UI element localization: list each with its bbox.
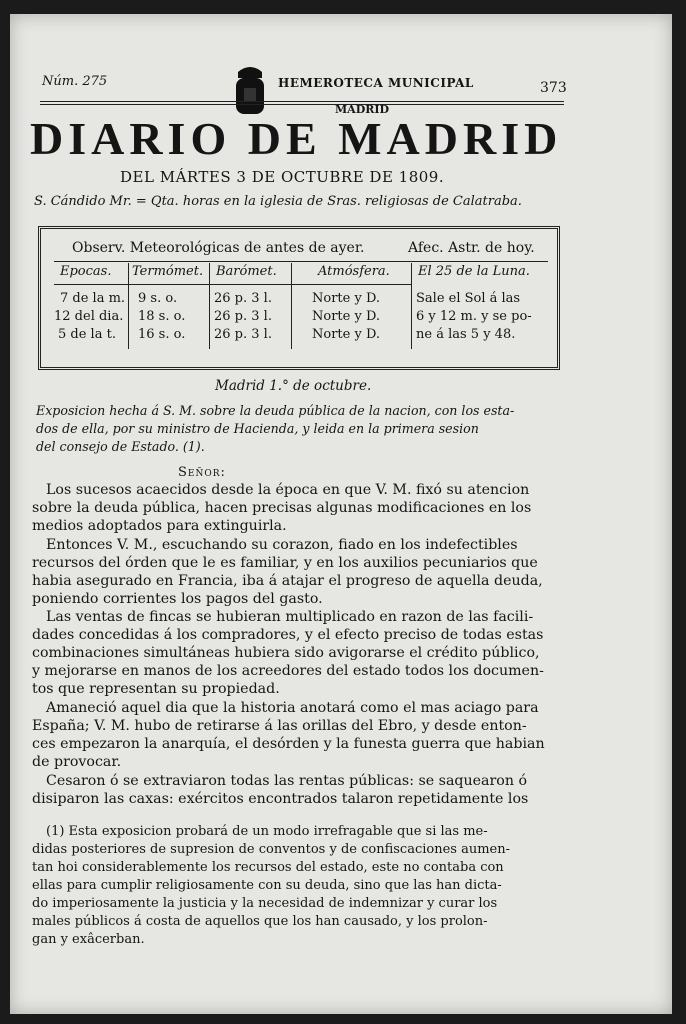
col-header-barometro: Barómet. — [216, 264, 277, 279]
footnote-line: ellas para cumplir religiosamente con su deuda, sino que las han dicta- — [32, 878, 502, 893]
body-line: Entonces V. M., escuchando su corazon, fiado en los indefectibles — [46, 537, 518, 553]
footnote-line: do imperiosamente la justicia y la necesidad de indemnizar y curar los — [32, 896, 498, 911]
col-header-luna: El 25 de la Luna. — [418, 264, 530, 279]
header-rule — [40, 104, 564, 105]
row-atmosfera: Norte y D. — [312, 309, 381, 324]
footnote-line: didas posteriores de supresion de conventos y de confiscaciones aumen- — [32, 842, 510, 857]
row-atmosfera: Norte y D. — [312, 291, 381, 306]
footnote-line: gan y exâcerban. — [32, 932, 145, 947]
body-line: de provocar. — [32, 754, 122, 770]
table-rule — [54, 261, 548, 262]
row-epoca: 7 de la m. — [60, 291, 126, 306]
article-title-line: Exposicion hecha á S. M. sobre la deuda pública de la nacion, con los esta- — [36, 403, 515, 418]
footnote-line: males públicos á costa de aquellos que los han causado, y los prolon- — [32, 914, 488, 929]
astro-line: ne á las 5 y 48. — [416, 327, 516, 342]
table-rule — [54, 284, 411, 285]
dateline: Madrid 1.° de octubre. — [215, 378, 372, 394]
body-line: ces empezaron la anarquía, el desórden y la funesta guerra que habian — [32, 736, 545, 752]
body-line: disiparon las caxas: exércitos encontrados talaron repetidamente los — [32, 791, 529, 807]
body-line: Las ventas de fincas se hubieran multiplicado en razon de las facili- — [46, 609, 534, 625]
footnote-line: tan hoi considerablemente los recursos del estado, este no contaba con — [32, 860, 504, 875]
body-line: habia asegurado en Francia, iba á atajar el progreso de aquella deuda, — [32, 573, 543, 589]
article-title-line: dos de ella, por su ministro de Hacienda, y leida en la primera sesion — [36, 421, 479, 436]
body-line: Cesaron ó se extraviaron todas las rentas públicas: se saquearon ó — [46, 773, 528, 789]
row-termometro: 9 s. o. — [138, 291, 178, 306]
row-termometro: 18 s. o. — [138, 309, 186, 324]
col-header-epocas: Epocas. — [60, 264, 112, 279]
col-header-atmosfera: Atmósfera. — [318, 264, 390, 279]
col-header-termometro: Termómet. — [132, 264, 204, 279]
astro-title: Afec. Astr. de hoy. — [408, 240, 535, 256]
issue-number: Núm. 275 — [42, 74, 108, 89]
stamp-text: HEMEROTECA MUNICIPAL — [278, 76, 474, 90]
row-atmosfera: Norte y D. — [312, 327, 381, 342]
masthead-title: DIARIO DE MADRID — [30, 113, 563, 164]
row-barometro: 26 p. 3 l. — [214, 309, 272, 324]
astro-line: 6 y 12 m. y se po- — [416, 309, 532, 324]
body-line: y mejorarse en manos de los acreedores del estado todos los documen- — [32, 663, 544, 679]
row-epoca: 5 de la t. — [58, 327, 116, 342]
body-line: combinaciones simultáneas hubiera sido avigorarse el crédito público, — [32, 645, 540, 661]
page-number: 373 — [540, 80, 567, 96]
body-line: dades concedidas á los compradores, y el efecto preciso de todas estas — [32, 627, 544, 643]
row-barometro: 26 p. 3 l. — [214, 291, 272, 306]
body-line: tos que representan su propiedad. — [32, 681, 280, 697]
body-line: Los sucesos acaecidos desde la época en que V. M. fixó su atencion — [46, 482, 530, 498]
issue-date: DEL MÁRTES 3 DE OCTUBRE DE 1809. — [120, 168, 445, 186]
article-title-line: del consejo de Estado. (1). — [36, 439, 205, 454]
row-epoca: 12 del dia. — [54, 309, 124, 324]
body-line: poniendo corrientes los pagos del gasto. — [32, 591, 323, 607]
body-line: recursos del órden que le es familiar, y en los auxilios pecuniarios que — [32, 555, 538, 571]
astro-line: Sale el Sol á las — [416, 291, 521, 306]
saint-of-day: S. Cándido Mr. = Qta. horas en la iglesia de Sras. religiosas de Calatraba. — [34, 194, 522, 209]
body-line: Amaneció aquel dia que la historia anotará como el mas aciago para — [46, 700, 539, 716]
col-divider — [209, 263, 210, 349]
body-line: España; V. M. hubo de retirarse á las orillas del Ebro, y desde enton- — [32, 718, 527, 734]
salutation: Señor: — [178, 465, 226, 480]
col-divider — [291, 263, 292, 349]
stamp-text-city: MADRID — [335, 103, 390, 116]
footnote-line: (1) Esta exposicion probará de un modo irrefragable que si las me- — [46, 824, 488, 839]
body-line: medios adoptados para extinguirla. — [32, 518, 287, 534]
body-line: sobre la deuda pública, hacen precisas algunas modificaciones en los — [32, 500, 532, 516]
meteo-title: Observ. Meteorológicas de antes de ayer. — [72, 240, 365, 256]
row-barometro: 26 p. 3 l. — [214, 327, 272, 342]
header-rule — [40, 101, 564, 102]
row-termometro: 16 s. o. — [138, 327, 186, 342]
col-divider — [128, 263, 129, 349]
col-divider — [411, 263, 412, 349]
